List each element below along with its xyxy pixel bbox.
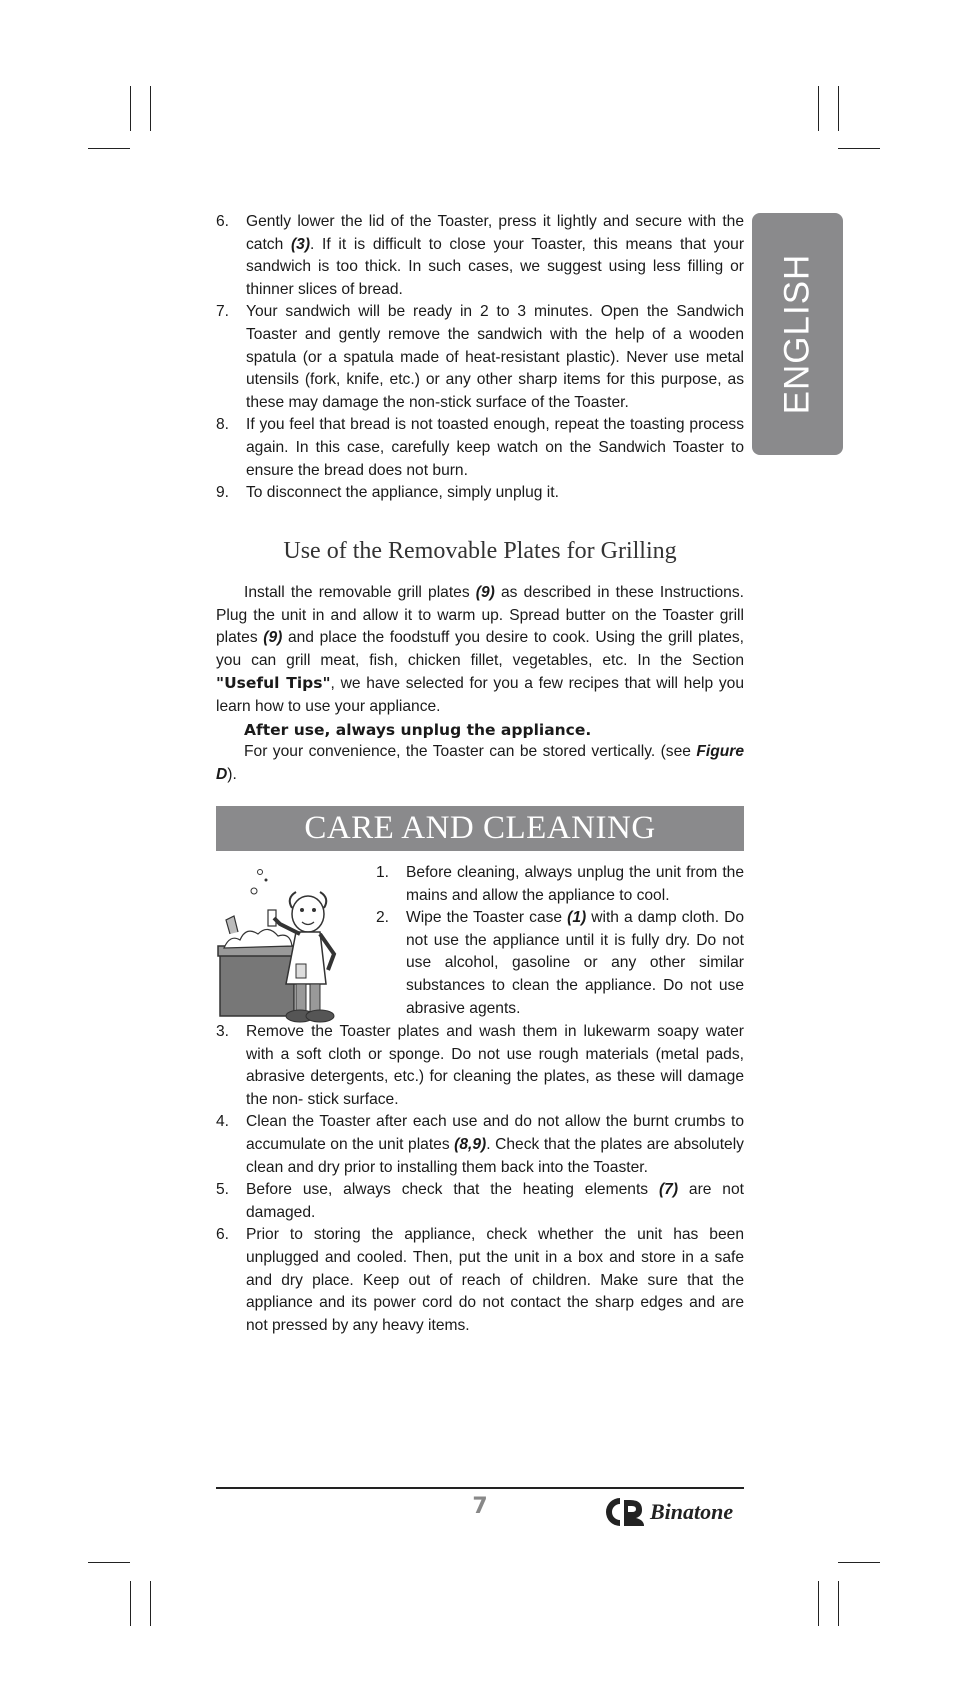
part-reference: (3) xyxy=(290,235,311,253)
list-item xyxy=(376,862,744,907)
step-text: Your sandwich will be ready in 2 to 3 minutes. Open the Sandwich Toaster and gently remove the sandwich with the help of a wooden spatula (or a spatula made of heat-resistant plastic). Never use metal utensils (fork, knife, etc.) or any other sharp items for this purpose, as these may damage the non-stick surface of the Toaster. xyxy=(246,303,744,411)
list-item xyxy=(376,907,744,1020)
list-item xyxy=(216,414,744,482)
language-tab xyxy=(752,213,843,455)
step-text: Gently lower the lid of the Toaster, press it lightly and secure with the catch xyxy=(246,213,744,253)
binatone-logo-icon xyxy=(606,1496,648,1528)
paragraph-text: Install the removable grill plates xyxy=(244,584,476,601)
part-reference: (8,9) xyxy=(454,1135,487,1153)
list-item xyxy=(216,1021,744,1111)
storage-paragraph xyxy=(216,741,744,786)
list-item xyxy=(216,211,744,301)
crop-mark xyxy=(818,86,819,131)
part-reference: (9) xyxy=(263,629,283,647)
part-reference: (7) xyxy=(658,1181,679,1199)
figure-reference: Figure D xyxy=(216,743,744,783)
brand-name: Binatone xyxy=(650,1499,734,1524)
list-item xyxy=(216,1179,744,1224)
step-number: 1. xyxy=(376,864,390,881)
list-item xyxy=(216,1224,744,1337)
crop-mark xyxy=(818,1581,819,1626)
step-number: 8. xyxy=(216,416,230,434)
grilling-paragraph xyxy=(216,582,744,719)
crop-mark xyxy=(130,86,131,131)
footer-divider xyxy=(216,1487,744,1489)
step-text: Remove the Toaster plates and wash them in lukewarm soapy water with a soft cloth or sponge. Do not use rough materials (metal pads, abrasive detergents, etc.) for cleaning the plates, as these will damage the non- stick surface. xyxy=(246,1023,744,1108)
crop-mark xyxy=(150,86,151,131)
crop-mark xyxy=(838,1581,839,1626)
crop-mark xyxy=(838,86,839,131)
page-number: 7 xyxy=(472,1494,488,1519)
paragraph-text: For your convenience, the Toaster can be stored vertically. (see xyxy=(244,743,697,761)
step-number: 4. xyxy=(216,1113,230,1131)
step-text: Prior to storing the appliance, check whether the unit has been unplugged and cooled. Then, put the unit in a box and store in a safe and dry place. Keep out of reach of children. Make sure that the appliance and its power cord do not contact the sharp edges and are not pressed by any heavy items. xyxy=(246,1226,744,1334)
step-number: 2. xyxy=(376,909,390,927)
step-number: 3. xyxy=(216,1023,230,1040)
after-use-warning: After use, always unplug the appliance. xyxy=(244,720,592,739)
step-number: 6. xyxy=(216,1226,230,1244)
crop-mark xyxy=(838,148,880,149)
crop-mark xyxy=(88,1562,130,1563)
step-text: Before cleaning, always unplug the unit from the mains and allow the appliance to cool. xyxy=(406,864,744,904)
step-number: 5. xyxy=(216,1181,230,1199)
care-banner-title: CARE AND CLEANING xyxy=(304,810,656,846)
step-text: are not damaged. xyxy=(246,1181,744,1221)
section-heading-grilling: Use of the Removable Plates for Grilling xyxy=(283,538,677,564)
brand-logo xyxy=(606,1496,733,1528)
care-steps-lower xyxy=(216,1021,744,1337)
list-item xyxy=(216,482,744,505)
step-number: 6. xyxy=(216,213,230,230)
grilling-section-body xyxy=(216,582,744,786)
cleaning-illustration xyxy=(210,864,360,1026)
paragraph-text: ). xyxy=(227,765,237,783)
step-text: To disconnect the appliance, simply unplug it. xyxy=(246,484,559,502)
crop-mark xyxy=(838,1562,880,1563)
step-text: Wipe the Toaster case xyxy=(406,909,568,927)
crop-mark xyxy=(130,1581,131,1626)
step-number: 9. xyxy=(216,484,230,502)
usage-steps xyxy=(216,211,744,505)
step-text: . Check that the plates are absolutely clean and dry prior to installing them back into the Toaster. xyxy=(246,1135,744,1176)
step-text: If you feel that bread is not toasted enough, repeat the toasting process again. In this case, carefully keep watch on the Sandwich Toaster to ensure the bread does not burn. xyxy=(246,416,744,479)
crop-mark xyxy=(150,1581,151,1626)
list-item xyxy=(216,1111,744,1179)
paragraph-text: , we have selected for you a few recipes that will help you learn how to use your appliance. xyxy=(216,675,744,715)
paragraph-text: as described in these Instructions. Plug the unit in and allow it to warm up. Spread butter on the Toaster grill plates xyxy=(216,584,744,647)
care-steps-upper xyxy=(376,862,744,1020)
part-reference: (9) xyxy=(475,584,495,601)
part-reference: (1) xyxy=(567,909,587,927)
step-number: 7. xyxy=(216,303,230,321)
useful-tips-ref: "Useful Tips" xyxy=(216,674,331,693)
step-text: Clean the Toaster after each use and do not allow the burnt crumbs to accumulate on the unit plates xyxy=(246,1113,744,1153)
step-text: Before use, always check that the heating elements xyxy=(246,1181,659,1199)
paragraph-text: and place the foodstuff you desire to cook. Using the grill plates, you can grill meat, fish, chicken fillet, vegetables, etc. In the Section xyxy=(216,629,744,669)
list-item xyxy=(216,301,744,414)
step-text: with a damp cloth. Do not use the appliance until it is fully dry. Do not use alcohol, gasoline or any other similar substances to clean the appliance. Do not use abrasive agents. xyxy=(406,909,744,1017)
language-tab-label: ENGLISH xyxy=(777,253,817,415)
step-text: . If it is difficult to close your Toaster, this means that your sandwich is too thick. In such cases, we suggest using less filling or thinner slices of bread. xyxy=(246,235,745,298)
care-and-cleaning-banner xyxy=(216,806,744,851)
crop-mark xyxy=(88,148,130,149)
